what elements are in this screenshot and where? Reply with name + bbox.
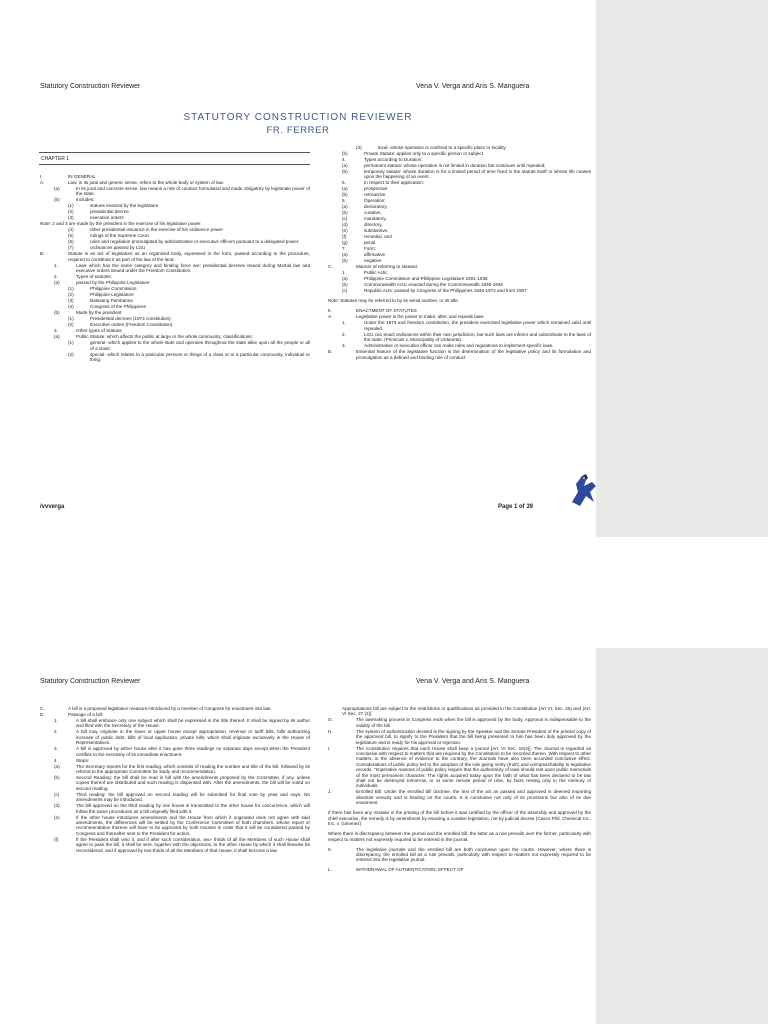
outline-item xyxy=(40,304,310,309)
chapter-label: CHAPTER 1 xyxy=(41,156,70,162)
item-number: (b) xyxy=(342,192,348,198)
item-text: remedial, and xyxy=(364,234,392,240)
outline-item xyxy=(40,233,310,238)
item-text: curative, xyxy=(364,210,382,216)
outline-item xyxy=(40,239,310,244)
item-number: 2. xyxy=(54,729,58,735)
outline-item xyxy=(40,286,310,291)
item-text: Law, in its jural and generic sense, refers to the whole body or system of law. xyxy=(68,180,225,185)
outline-item xyxy=(40,221,310,226)
outline-item xyxy=(328,258,591,263)
outline-item xyxy=(328,186,591,191)
outline-item xyxy=(40,352,310,363)
item-text: If the other house introduces amendments and the House from which it originated does not agree with said amendments, the differences will be settled by the Conference Committee of both chambers, whose report or recommendation thereon will have to be approved by both Houses in order that it will be considered passed by Congress and thereafter sent to the President for action. xyxy=(76,814,310,836)
outline-item xyxy=(40,729,310,745)
outline-item xyxy=(328,234,591,239)
outline-item xyxy=(328,314,591,319)
outline-item xyxy=(40,803,310,814)
item-number: (a) xyxy=(54,280,60,286)
outline-item xyxy=(40,815,310,837)
outline-item xyxy=(328,252,591,257)
item-number: (a) xyxy=(54,334,60,340)
item-number: B. xyxy=(40,251,45,257)
footer-left: /vvverga xyxy=(40,504,65,510)
page-subtitle: FR. FERRER xyxy=(266,125,330,136)
item-number: I. xyxy=(40,174,43,179)
item-text: Legislative power is the power to make, alter, and repeals laws. xyxy=(356,314,485,320)
item-text: A bill shall embrace only one subject which shall be expressed in the title thereof. It shall be signed by its author and filed with the Secretary of the House. xyxy=(76,718,310,729)
item-text: ENACTMENT OF STATUTES xyxy=(356,308,417,314)
item-number: (3) xyxy=(356,145,362,150)
item-text: Manner of referring to statutes xyxy=(356,264,418,270)
item-text: The bill approved on the third reading by one house is transmitted to the other house for concurrence, which will follow the same procedures as a bill originally filed with it. xyxy=(76,803,310,814)
item-text: Laws which has the same category and binding force are: presidential decrees issued during Martial law and executive orders issued under the Freedom Constitution. xyxy=(76,262,310,274)
item-number: C. xyxy=(328,264,333,270)
outline-item xyxy=(328,831,591,842)
item-text: Public Statute: which affects the public at large or the whole community; classifications: xyxy=(76,334,253,340)
item-text: If the President shall veto it, and if after such consideration, two- thirds of all the Members of such House shall agree to pass the bill, it shall be sent, together with the objections, to the other House by which it shall likewise be reconsidered, and if approved by two-thirds of all the Members of that House, it shall become a law. xyxy=(76,836,310,853)
eagle-logo-icon xyxy=(568,472,598,508)
item-number: (3) xyxy=(68,215,74,221)
item-text: Types of statutes: xyxy=(76,274,113,280)
chapter-rule-top xyxy=(39,152,310,153)
outline-item xyxy=(328,246,591,251)
outline-item xyxy=(328,169,591,180)
outline-item xyxy=(328,157,591,162)
item-number: (b) xyxy=(342,210,348,216)
item-text: Where there is discrepancy between the journal and the enrolled bill, the latter as a rule prevails over the former, particularly with respect to matters not expressly required to be entered in the journal. xyxy=(328,831,591,842)
outline-item xyxy=(328,145,591,150)
left-column xyxy=(40,174,310,363)
item-number: (1) xyxy=(68,286,74,292)
outline-item xyxy=(40,758,310,763)
outline-item xyxy=(40,292,310,297)
item-text: statues enacted by the legislature xyxy=(90,203,159,209)
item-text: Appropriations bill are subject to the restrictions or qualifications as provided in the Constitution [Art VI, Sec. 25) and [Art. VI Sec. 27 (2)] xyxy=(342,706,591,717)
outline-item xyxy=(328,349,591,360)
outline-item xyxy=(328,192,591,197)
outline-item xyxy=(328,264,591,269)
outline-item xyxy=(328,180,591,185)
footer-page-number: Page 1 of 39 xyxy=(498,504,534,510)
outline-item xyxy=(328,151,591,156)
outline-item xyxy=(328,282,591,287)
outline-item xyxy=(328,163,591,168)
item-number: 4. xyxy=(54,757,58,763)
item-number: D. xyxy=(40,712,45,717)
item-number: (a) xyxy=(54,186,60,191)
item-number: II. xyxy=(328,308,332,314)
running-header-right: Vena V. Verga and Aris S. Manguera xyxy=(416,83,530,90)
outline-item xyxy=(328,320,591,331)
item-number: (b) xyxy=(54,197,60,203)
item-text: rulings of the Supreme Court xyxy=(90,233,149,239)
outline-item xyxy=(40,263,310,274)
item-text: The system of authentication devised is the signing by the Speaker and the Senate President of the printed copy of the approved bill, to signify to the President that the bill being presented to him has been duly approved by the legislature and is ready for his approval or rejection. xyxy=(356,728,591,745)
item-number: (e) xyxy=(342,228,348,234)
item-number: (b) xyxy=(54,775,60,781)
outline-item xyxy=(328,240,591,245)
item-number: (1) xyxy=(68,203,74,209)
item-number: (4) xyxy=(68,227,74,233)
item-number: 5. xyxy=(342,180,346,186)
item-text: Private Statute: applies only to a specific person or subject xyxy=(364,151,483,156)
outline-item xyxy=(40,718,310,729)
item-text: If there has been any mistake in the printing of the bill before it was certified by the officer of the assembly and approved by the chief executive, the remedy is by amendment by enacting a curative legislation, not by judicial decree (Casco Phil. Chemical Co., Inc. v. Gimenez) xyxy=(328,810,591,827)
item-number: (a) xyxy=(342,252,348,258)
item-text: presidential decree xyxy=(90,209,129,215)
outline-item xyxy=(40,203,310,208)
item-number: K. xyxy=(328,846,333,852)
item-text: Passage of a bill: xyxy=(68,712,103,717)
outline-item xyxy=(40,837,310,853)
item-text: Second Reading: the bill shall be read in full with the amendments proposed by the Committee, if any, unless copies thereof are distributed and such reading is dispensed with. After the amendments, the bill will be voted on second reading. xyxy=(76,775,310,791)
outline-item xyxy=(328,198,591,203)
item-number: (b) xyxy=(54,310,60,316)
item-number: 2. xyxy=(54,274,58,280)
item-number: (c) xyxy=(342,288,348,294)
item-number: 1. xyxy=(342,320,346,326)
item-text: rules and regulation promulgated by administrative or executive officers pursuant to a delegated power xyxy=(90,239,299,245)
item-text: A bill is approved by either house after it has gone three readings on separate days except when the President certifies to the necessity of its immediate enactment. xyxy=(76,746,310,757)
outline-item xyxy=(328,308,591,313)
item-text: other presidential issuance in the exercise of his ordinance power xyxy=(90,227,224,233)
outline-item xyxy=(40,340,310,351)
item-number: 1. xyxy=(54,262,58,268)
item-number: (a) xyxy=(342,204,348,210)
item-text: executive orders xyxy=(90,215,124,221)
item-number: 7. xyxy=(342,246,346,252)
item-text: Republic Acts: passed by Congress of the Philippines 1946-1972 and from 1987 xyxy=(364,288,527,294)
item-number: (f) xyxy=(342,234,347,240)
outline-item xyxy=(40,298,310,303)
item-number: (1) xyxy=(68,316,74,322)
outline-item xyxy=(40,764,310,775)
item-text: Executive orders (Freedom Constitution) xyxy=(90,322,173,328)
item-number: (2) xyxy=(68,351,74,357)
outline-item xyxy=(40,322,310,327)
item-text: Made by the president xyxy=(76,310,122,316)
item-number: (f) xyxy=(54,836,59,842)
outline-item xyxy=(328,847,591,863)
item-text: The legislative journals and the enrolled bill are both conclusive upon the courts. However, where there is discrepancy, the enrolled bill as a rule prevails, particularly with respect to matters not expressly required to be entered into the legislative journal. xyxy=(356,846,591,863)
item-number: (2) xyxy=(68,209,74,215)
item-text: Types according to Duration: xyxy=(364,157,423,162)
outline-item xyxy=(40,280,310,285)
chapter-rule-bottom xyxy=(39,164,310,165)
outline-item xyxy=(328,729,591,745)
running-header-left-2: Statutory Construction Reviewer xyxy=(40,678,141,685)
item-text: Philippine Legislature xyxy=(90,292,134,298)
item-number: A. xyxy=(40,180,45,185)
item-text: Third reading: the bill approved on second reading will be submitted for final vote by yeas and nays. No amendments may be introduced. xyxy=(76,791,310,803)
item-text: penal. xyxy=(364,240,377,246)
item-text: IN GENERAL xyxy=(68,174,96,179)
item-number: (b) xyxy=(342,169,348,174)
item-number: (b) xyxy=(342,258,348,264)
item-number: (2) xyxy=(68,292,74,298)
outline-item xyxy=(40,316,310,321)
outline-item xyxy=(40,245,310,250)
outline-item xyxy=(328,706,591,717)
item-text: Congress of the Philippines xyxy=(90,304,146,310)
item-number: 3. xyxy=(342,343,346,349)
item-text: Essential feature of the legislative function is the determination of the legislative policy and its formulation and promulgation as a defined and binding rule of conduct xyxy=(356,349,591,360)
outline-item xyxy=(40,328,310,333)
item-text: negative xyxy=(364,258,382,264)
outline-item xyxy=(328,288,591,293)
item-number: A. xyxy=(328,314,333,320)
item-text: In its jural and concrete sense, law means a rule of conduct formulated and made obligatory by legitimate power of the state. xyxy=(76,186,310,197)
outline-item xyxy=(328,204,591,209)
item-number: (a) xyxy=(54,763,60,769)
item-text: Note: 2 and 3 are made by the president in the exercise of his legislative power. xyxy=(40,221,202,227)
item-number: (5) xyxy=(68,233,74,239)
item-text: Batasang Pambansa xyxy=(90,298,133,304)
item-text: Philippine Commission and Philippine Legislature 1901-1935 xyxy=(364,276,488,282)
outline-item xyxy=(40,746,310,757)
item-number: J. xyxy=(328,789,332,795)
item-number: (a) xyxy=(342,163,348,168)
outline-item xyxy=(328,867,591,872)
page-gap xyxy=(0,537,768,648)
item-text: Under the 1973 and freedom constitution, the president exercised legislative power which remained valid until repealed. xyxy=(364,320,591,331)
item-text: prospective xyxy=(364,186,388,192)
outline-item xyxy=(40,180,310,185)
item-number: (a) xyxy=(342,186,348,192)
outline-item xyxy=(40,227,310,232)
item-number: (c) xyxy=(342,216,348,222)
item-text: directory, xyxy=(364,222,383,228)
item-number: (2) xyxy=(68,322,74,328)
item-text: permanent statute: whose operation is not limited in duration but continues until repealed; xyxy=(364,163,546,168)
item-text: passed by the Philippine Legislature xyxy=(76,280,150,286)
item-number: (6) xyxy=(68,239,74,245)
outline-item xyxy=(328,228,591,233)
item-number: (b) xyxy=(342,282,348,288)
outline-item xyxy=(328,222,591,227)
item-text: The Constitution requires that each House shall keep a journal [Art. VI Sec. 16(4)]. The Journal is regarded as conclusive with respect to matters that are required by the Constitution to be recorded therein. With respect to other matters, in the absence of evidence to the contrary, the Journals have also been accorded conclusive effect. Considerations of public policy led to the adoption of the rule giving verity (truth) and unimpeachability to legislative records. "Imperative reasons of public policy require that the authenticity of laws should rest upon public memorials of the most permanent character. The rights acquired today upon the faith of what has been declared to be law shall not be destroyed tomorrow, or at some remote period of time, by facts resting only in the memory of individuals. xyxy=(356,745,591,789)
page-side-margin xyxy=(596,0,768,537)
outline-item xyxy=(328,298,591,303)
outline-item xyxy=(328,717,591,728)
item-text: temporary statute: whose duration is for a limited period of time fixed in the statute itself or whose life ceases upon the happening of an event. xyxy=(364,169,591,180)
item-text: Includes: xyxy=(76,197,95,203)
item-number: (a) xyxy=(342,276,348,282)
right-column xyxy=(328,145,591,361)
item-number: I. xyxy=(328,745,331,751)
outline-item xyxy=(40,174,310,179)
item-text: Public Acts: xyxy=(364,270,388,276)
item-number: (g) xyxy=(342,240,348,246)
outline-item xyxy=(328,332,591,343)
item-number: 3. xyxy=(54,328,58,334)
item-text: A bill may originate in the lower or upper house except appropriation, revenue or tariff bills, bills authorizing increase of public debt, bills of local application, private bills, which shall originate exclusively in the House of Representatives. xyxy=(76,729,310,746)
item-number: (e) xyxy=(54,814,60,820)
item-number: (d) xyxy=(342,222,348,228)
item-number: (3) xyxy=(68,298,74,304)
outline-item xyxy=(40,274,310,279)
item-number: (d) xyxy=(54,803,60,809)
outline-item xyxy=(40,712,310,717)
page-title: STATUTORY CONSTRUCTION REVIEWER xyxy=(183,112,413,123)
item-text: WITHDRAWAL OF AUTHENTICATION; EFFECT OF xyxy=(356,867,464,873)
item-number: 6. xyxy=(342,198,346,204)
item-text: Form: xyxy=(364,246,376,252)
item-text: ordinances passed by LGU xyxy=(90,245,146,251)
outline-item xyxy=(40,186,310,197)
left-column-2 xyxy=(40,706,310,854)
outline-item xyxy=(40,310,310,315)
item-text: Enrolled Bill. Under the enrolled bill doctrine, the text of the act as passed and approved is deemed importing absolute veracity and is binding on the courts. It is conclusive not only of its provisions but also of its due enactment. xyxy=(356,789,591,806)
outline-item xyxy=(40,775,310,791)
outline-item xyxy=(328,216,591,221)
item-number: 4. xyxy=(342,157,346,162)
outline-item xyxy=(40,197,310,202)
item-text: Note: Statutes may be referred to by its serial number, or its title. xyxy=(328,298,459,304)
item-text: Presidential decrees (1973 constitution) xyxy=(90,316,171,322)
item-text: declaratory, xyxy=(364,204,388,210)
item-text: The lawmaking process in Congress ends when the bill is approved by the body. Approval is indispensable to the validity of the bill. xyxy=(356,717,591,728)
item-text: Other types of Statues xyxy=(76,328,122,334)
item-number: G. xyxy=(328,717,333,723)
item-text: LGU can enact ordinances within their own jurisdiction, but such laws are inferior and subordinate to the laws of the state. (Primicias v. Municipality of Urdaneta). xyxy=(364,331,591,343)
item-text: affirmative xyxy=(364,252,386,258)
item-number: (4) xyxy=(68,304,74,310)
item-number: 1. xyxy=(342,270,346,276)
item-text: Operation: xyxy=(364,198,386,204)
outline-item xyxy=(40,706,310,711)
item-text: Commonwealth Acts: enacted during the Commonwealth 1936-1946 xyxy=(364,282,503,288)
item-number: L. xyxy=(328,867,332,873)
item-number: B. xyxy=(328,349,333,355)
item-text: Steps: xyxy=(76,757,90,763)
item-number: 2. xyxy=(342,331,346,337)
item-text: substantive, xyxy=(364,228,389,234)
outline-item xyxy=(328,210,591,215)
outline-item xyxy=(328,276,591,281)
outline-item xyxy=(40,215,310,220)
item-number: (b) xyxy=(342,151,348,156)
right-column-2 xyxy=(328,706,591,873)
item-number: C. xyxy=(40,706,45,711)
page-side-margin-2 xyxy=(596,648,768,1024)
item-text: The Secretary reports for the first reading, which consists of reading the number and title of the bill, followed by its referral to the appropriate Committee for study and recommendation. xyxy=(76,763,310,775)
item-number: (1) xyxy=(68,340,74,346)
item-text: In respect to their application: xyxy=(364,180,425,186)
item-text: retroactive. xyxy=(364,192,387,198)
item-text: Philippine Commission xyxy=(90,286,137,292)
outline-item xyxy=(328,746,591,789)
outline-item xyxy=(328,270,591,275)
outline-item xyxy=(40,209,310,214)
item-text: A bill is a proposed legislative measure introduced by a member of Congress for enactment into law. xyxy=(68,706,272,711)
item-number: (c) xyxy=(54,791,60,797)
item-number: 1. xyxy=(54,718,58,723)
outline-item xyxy=(40,251,310,262)
running-header-right-2: Vena V. Verga and Aris S. Manguera xyxy=(416,678,530,685)
item-text: local- whose operation is confined to a specific place or locality xyxy=(378,145,506,150)
item-text: Administrative or executive officer can make rules and regulations to implement specific laws. xyxy=(364,343,554,349)
outline-item xyxy=(328,789,591,805)
item-number: 3. xyxy=(54,746,58,752)
outline-item xyxy=(328,343,591,348)
item-number: H. xyxy=(328,728,333,734)
outline-item xyxy=(328,810,591,826)
running-header-left: Statutory Construction Reviewer xyxy=(40,83,141,90)
item-text: general- which applies to the whole state and operates throughout the state alike upon all the people or all of a class; xyxy=(90,340,310,351)
item-text: Statute is an act of legislature as an organized body, expressed in the form, passed according to the procedure, required to constitute it as part of the law of the land. xyxy=(68,251,310,262)
item-text: mandatory, xyxy=(364,216,387,222)
outline-item xyxy=(40,334,310,339)
item-text: special- which relates to a particular persons or things of a class or to a particular community, individual or thing; xyxy=(90,351,310,363)
outline-item xyxy=(40,792,310,803)
item-number: (7) xyxy=(68,245,74,251)
